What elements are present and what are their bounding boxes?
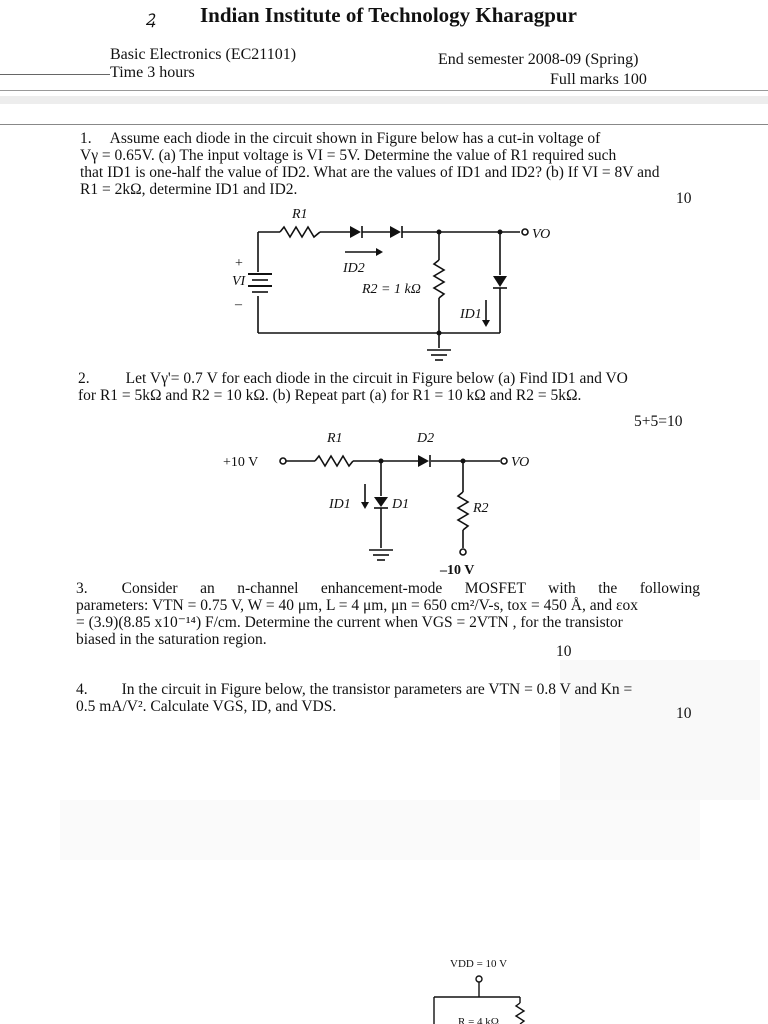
question-text-line: parameters: VTN = 0.75 V, W = 40 μm, L = 4 μm, μn = 650 cm²/V-s, tox = 450 Å, and εox	[76, 597, 638, 614]
question-text-line: 3. Consider an n-channel enhancement-mode MOSFET with the following	[76, 580, 700, 597]
label-r2: R2	[473, 501, 489, 516]
question-marks: 5+5=10	[634, 413, 683, 430]
question-text-line: 0.5 mA/V². Calculate VGS, ID, and VDS.	[76, 698, 337, 715]
exam-session: End semester 2008-09 (Spring)	[438, 51, 639, 68]
header-rule	[0, 74, 110, 75]
figure-4-circuit	[420, 945, 560, 1024]
institute-logo: Ꝝ	[145, 12, 156, 29]
question-3	[76, 580, 700, 648]
question-number: 2.	[78, 370, 90, 387]
question-text-line: for R1 = 5kΩ and R2 = 10 kΩ. (b) Repeat part (a) for R1 = 10 kΩ and R2 = 5kΩ.	[78, 387, 582, 404]
label-vi: VI	[232, 274, 246, 289]
question-2	[78, 370, 708, 404]
question-number: 4.	[76, 681, 88, 698]
question-text-line: that ID1 is one-half the value of ID2. What are the values of ID1 and ID2? (b) If VI = 8V and	[80, 164, 660, 181]
question-text-line: 2. Let Vγ'= 0.7 V for each diode in the circuit in Figure below (a) Find ID1 and VO	[78, 370, 628, 387]
question-text-line: 4. In the circuit in Figure below, the transistor parameters are VTN = 0.8 V and Kn =	[76, 681, 633, 698]
exam-duration: Time 3 hours	[110, 64, 195, 81]
question-1	[80, 130, 705, 198]
label-vin: +10 V	[223, 455, 259, 470]
label-plus: +	[235, 256, 243, 271]
figure-2-circuit	[215, 420, 555, 580]
institute-name: Indian Institute of Technology Kharagpur	[200, 3, 577, 27]
question-4	[76, 681, 700, 715]
figure-1-circuit	[180, 200, 560, 365]
label-id2: ID2	[343, 261, 365, 276]
question-marks: 10	[676, 705, 692, 722]
question-marks: 10	[676, 190, 692, 207]
label-r1: R1	[292, 207, 308, 222]
label-vo: VO	[532, 227, 551, 242]
question-text-line: Vγ = 0.65V. (a) The input voltage is VI = 5V. Determine the value of R1 required such	[80, 147, 617, 164]
label-id1: ID1	[329, 497, 351, 512]
label-minus: –	[235, 297, 242, 312]
scan-smudge	[0, 96, 768, 104]
label-d2: D2	[417, 431, 435, 446]
label-vneg: –10 V	[440, 563, 475, 578]
header-rule	[0, 90, 768, 91]
scan-smudge	[60, 800, 700, 860]
label-r1: R1	[327, 431, 343, 446]
question-text-line: = (3.9)(8.85 x10⁻¹⁴) F/cm. Determine the current when VGS = 2VTN , for the transistor	[76, 614, 623, 631]
header-rule	[0, 124, 768, 125]
label-vo: VO	[511, 455, 530, 470]
label-id1: ID1	[460, 307, 482, 322]
label-r: R = 4 kΩ	[458, 1016, 499, 1024]
label-d1: D1	[392, 497, 410, 512]
question-text-line: biased in the saturation region.	[76, 631, 267, 648]
full-marks: Full marks 100	[550, 71, 647, 88]
question-number: 3.	[76, 580, 88, 597]
course-title: Basic Electronics (EC21101)	[110, 46, 297, 63]
question-marks: 10	[556, 643, 572, 660]
question-number: 1.	[80, 130, 92, 147]
label-r2: R2 = 1 kΩ	[362, 282, 421, 297]
question-text-line: 1. Assume each diode in the circuit shown in Figure below has a cut-in voltage of	[80, 130, 601, 147]
question-text-line: R1 = 2kΩ, determine ID1 and ID2.	[80, 181, 298, 198]
label-vdd: VDD = 10 V	[450, 958, 508, 970]
